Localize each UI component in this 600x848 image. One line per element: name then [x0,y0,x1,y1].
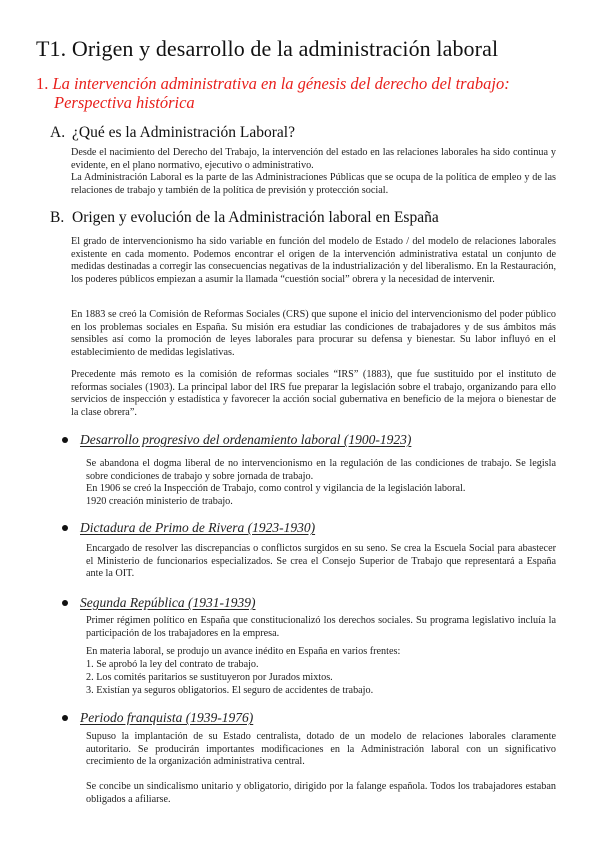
bullet-dot-icon [62,600,68,606]
period-3-title: Segunda República (1931-1939) [80,595,256,610]
period-1-body [86,458,556,508]
section-a-letter: A. [50,124,66,141]
section-a-heading [50,124,295,142]
period-3-intro: Primer régimen político en España que constitucionalizó los derechos sociales. Su programa legislativo incluía la participación de los trabajadores en la empresa. [86,615,556,639]
period-1-bullet [62,432,411,448]
bullet-dot-icon [62,525,68,531]
section-b-paragraph-2: En 1883 se creó la Comisión de Reformas Sociales (CRS) que supone el inicio del intervencionismo del poder público en los problemas sociales en España. Su misión era estudiar las condiciones de trabajadores y de sus ámbitos más sensibles así como la promoción de leyes laborales para procurar su defensa y bienestar. Su labor influyó en el establecimiento de medidas legislativas. [71,309,556,358]
section-b-heading [50,209,439,227]
period-2-paragraph: Encargado de resolver las discrepancias o conflictos surgidos en su seno. Se crea la Escuela Social para abastecer el Ministerio de funcionarios especializados. Se crea el Consejo Superior de Trabajo que representará a España ante la OIT. [86,543,556,580]
list-item: 1. Se aprobó la ley del contrato de trabajo. [86,659,259,670]
section-1-title-line-1: La intervención administrativa en la génesis del derecho del trabajo: [52,74,510,93]
period-3-bullet [62,595,255,611]
list-item: 3. Existían ya seguros obligatorios. El seguro de accidentes de trabajo. [86,684,374,696]
list-item: 2. Los comités paritarios se sustituyeron por Jurados mixtos. [86,671,333,683]
period-4-paragraph-2: Se concibe un sindicalismo unitario y obligatorio, dirigido por la falange española. Todos los trabajadores estaban obligados a afiliarse. [86,781,556,805]
section-1-number: 1. [36,74,49,93]
period-3-list-intro: En materia laboral, se produjo un avance inédito en España en varios frentes: [86,646,401,657]
section-a-title: ¿Qué es la Administración Laboral? [72,124,295,141]
section-b-paragraph-1: El grado de intervencionismo ha sido variable en función del modelo de Estado / del modelo de relaciones laborales existente en cada momento. Podemos encontrar el origen de la intervención administrativa estatal un conjunto de medidas destinadas a corregir las consecuencias negativas de la industrialización y del liberalismo. En la Restauración, los poderes públicos empiezan a asumir la llamada “cuestión social” obrera y la necesidad de intervenir. [71,236,556,285]
section-a-body [71,147,556,197]
period-4-paragraph-1: Supuso la implantación de su Estado centralista, dotado de un modelo de relaciones laborales claramente autoritario. Se producirán importantes modificaciones en la Administración laboral con un significativo crecimiento de la organización administrativa central. [86,731,556,768]
period-2-title: Dictadura de Primo de Rivera (1923-1930) [80,520,316,535]
section-b-letter: B. [50,209,65,226]
period-3-list [86,659,556,697]
period-4-bullet [62,710,253,726]
page-title: T1. Origen y desarrollo de la administración laboral [36,36,499,61]
bullet-dot-icon [62,437,68,443]
period-1-line-1: Se abandona el dogma liberal de no intervencionismo en la regulación de las condiciones de trabajo. Se legisla sobre condiciones de trabajo y sobre jornada de trabajo. [86,458,556,482]
bullet-dot-icon [62,715,68,721]
section-a-paragraph-1: Desde el nacimiento del Derecho del Trabajo, la intervención del estado en las relaciones laborales ha sido continua y evidente, en el plano normativo, ejecutivo o administrativo. [71,147,556,171]
period-1-line-2: En 1906 se creó la Inspección de Trabajo, como control y vigilancia de la legislación laboral. [86,483,466,495]
period-4-title: Periodo franquista (1939-1976) [80,710,254,725]
period-2-bullet [62,520,315,536]
section-b-title: Origen y evolución de la Administración laboral en España [72,209,439,226]
section-1-heading [36,74,560,112]
period-1-line-3: 1920 creación ministerio de trabajo. [86,495,233,507]
period-1-title: Desarrollo progresivo del ordenamiento laboral (1900-1923) [80,432,412,447]
section-a-paragraph-2: La Administración Laboral es la parte de las Administraciones Públicas que se ocupa de la política de empleo y de las relaciones de trabajo y también de la política de previsión y protección social. [71,172,556,196]
section-1-title-line-2: Perspectiva histórica [54,93,195,112]
section-b-paragraph-3: Precedente más remoto es la comisión de reformas sociales “IRS” (1883), que fue sustituido por el instituto de reformas sociales (1903). La principal labor del IRS fue preparar la legislación sobre el trabajo, organizando para ello servicios de inspección y estadística y favorecer la acción social gubernativa en beneficio de la mejora o bienestar de la clase obrera”. [71,369,556,418]
